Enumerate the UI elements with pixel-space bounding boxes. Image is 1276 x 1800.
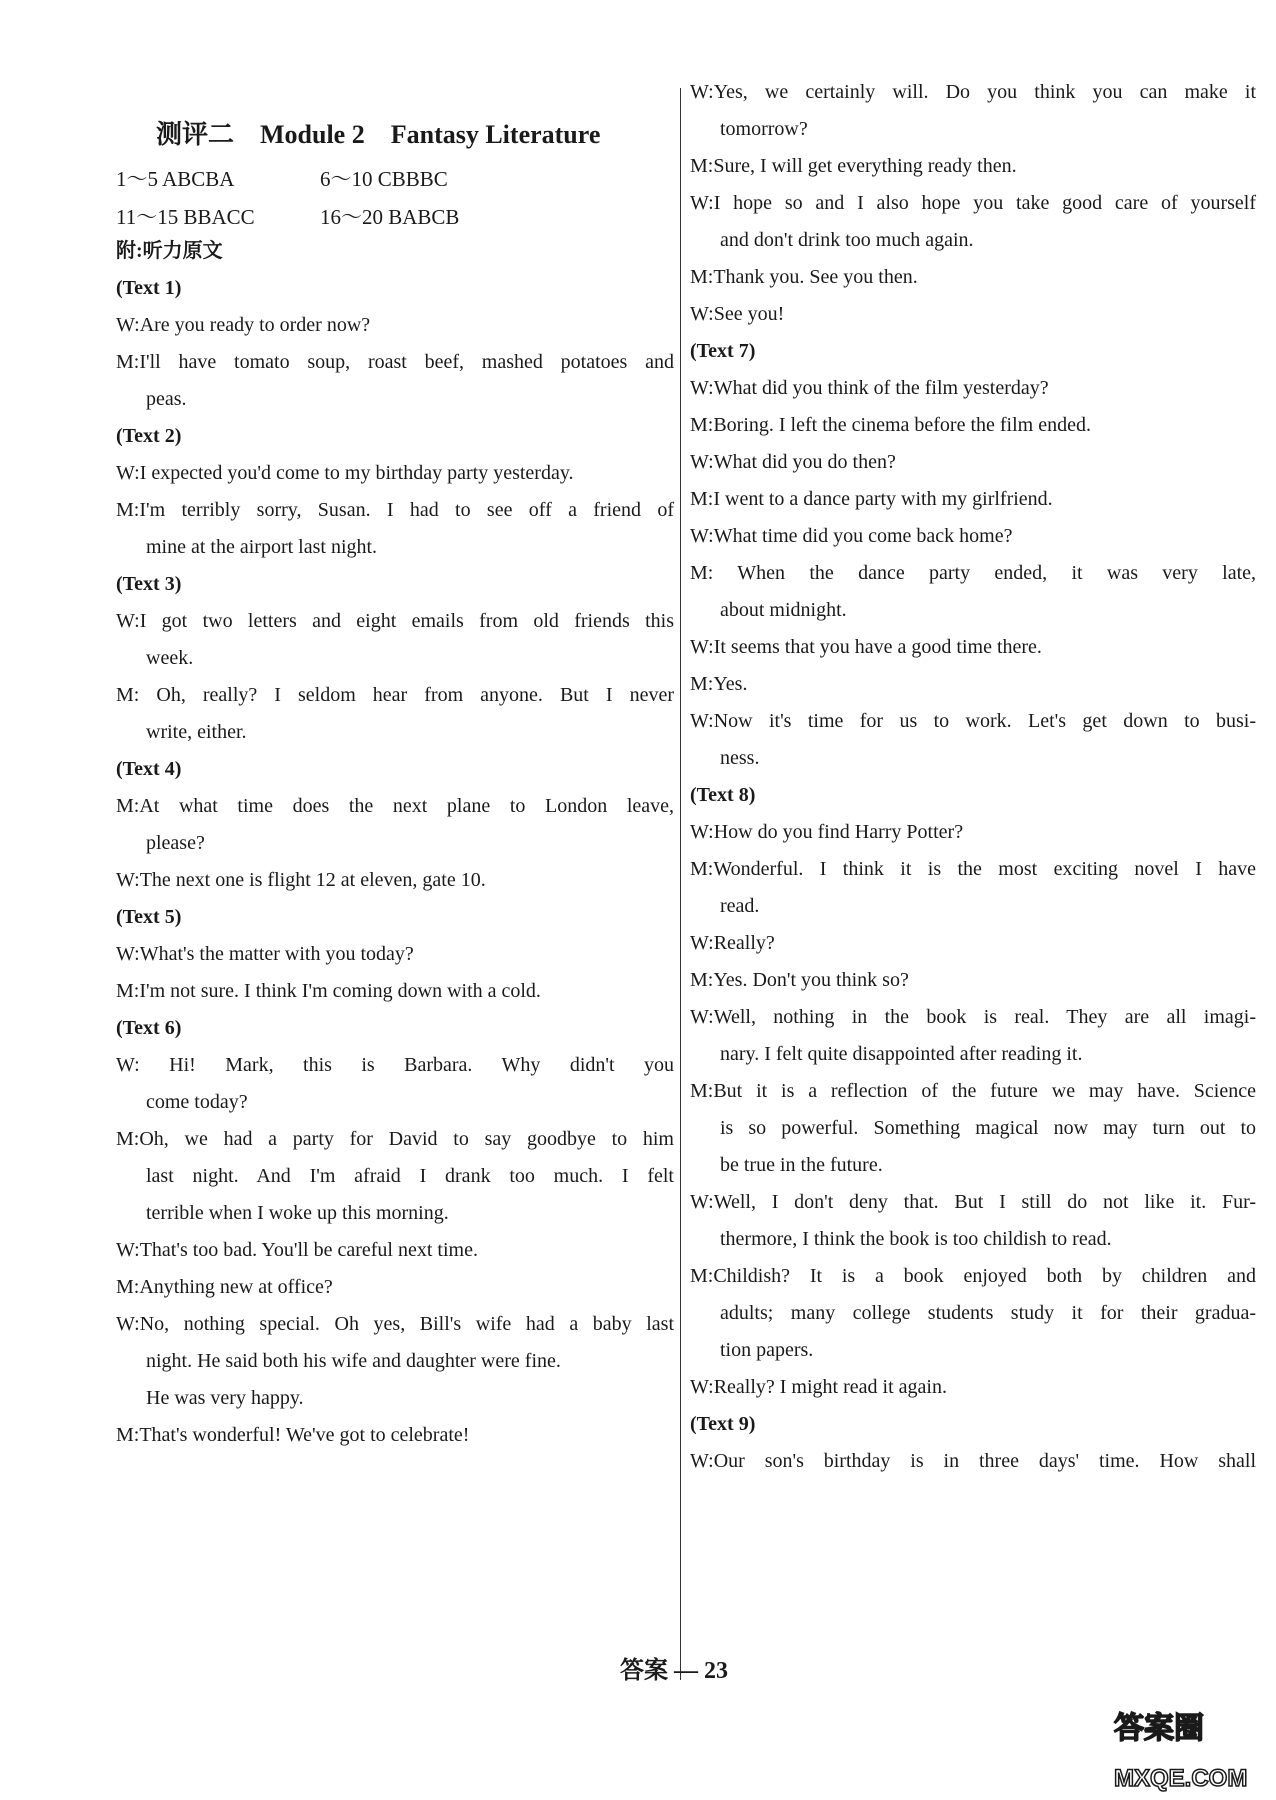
transcript-line: W:I expected you'd come to my birthday party yesterday. <box>116 462 574 484</box>
transcript-line: be true in the future. <box>720 1154 883 1176</box>
transcript-line: week. <box>146 647 194 669</box>
answer-group-1 <box>116 163 234 193</box>
transcript-line: M:Boring. I left the cinema before the film ended. <box>690 414 1091 436</box>
transcript-line: please? <box>146 832 205 854</box>
transcript-line: W:What's the matter with you today? <box>116 943 414 965</box>
transcript-line: terrible when I woke up this morning. <box>146 1202 449 1224</box>
transcript-line: W:Yes, we certainly will. Do you think you can make it <box>690 81 1256 103</box>
transcript-line: write, either. <box>146 721 247 743</box>
transcript-line: W:No, nothing special. Oh yes, Bill's wife had a baby last <box>116 1313 674 1335</box>
section-heading: (Text 7) <box>690 340 756 362</box>
transcript-line: M:Yes. <box>690 673 748 695</box>
transcript-line: mine at the airport last night. <box>146 536 378 558</box>
section-heading: (Text 2) <box>116 425 182 447</box>
answer-range: 11～15 <box>116 205 179 229</box>
transcript-line: night. He said both his wife and daughter were fine. <box>146 1350 561 1372</box>
transcript-line: tomorrow? <box>720 118 808 140</box>
answer-group-2 <box>320 163 448 193</box>
transcript-line: W:I got two letters and eight emails from old friends this <box>116 610 674 632</box>
transcript-line: and don't drink too much again. <box>720 229 974 251</box>
transcript-line: W:Our son's birthday is in three days' time. How shall <box>690 1450 1256 1472</box>
transcript-line: tion papers. <box>720 1339 814 1361</box>
section-heading: (Text 8) <box>690 784 756 806</box>
watermark-bottom: MXQE.COM <box>1114 1765 1248 1792</box>
transcript-line: W:Well, nothing in the book is real. They are all imagi- <box>690 1006 1256 1028</box>
transcript-line: M:Childish? It is a book enjoyed both by children and <box>690 1265 1256 1287</box>
transcript-line: last night. And I'm afraid I drank too much. I felt <box>146 1165 674 1187</box>
transcript-line: M:Anything new at office? <box>116 1276 333 1298</box>
transcript-line: W:Now it's time for us to work. Let's get down to busi- <box>690 710 1256 732</box>
transcript-line: He was very happy. <box>146 1387 304 1409</box>
answer-range: 16～20 <box>320 205 383 229</box>
transcript-line: M:Oh, we had a party for David to say goodbye to him <box>116 1128 674 1150</box>
transcript-line: M:Yes. Don't you think so? <box>690 969 909 991</box>
transcript-line: W:What did you do then? <box>690 451 896 473</box>
section-heading: (Text 3) <box>116 573 182 595</box>
section-heading: (Text 6) <box>116 1017 182 1039</box>
transcript-line: nary. I felt quite disappointed after reading it. <box>720 1043 1083 1065</box>
watermark-logo <box>1106 1696 1276 1800</box>
page-footer: 答案 — 23 <box>620 1658 728 1684</box>
transcript-line: about midnight. <box>720 599 847 621</box>
transcript-line: W:Really? <box>690 932 775 954</box>
transcript-line: M: When the dance party ended, it was very late, <box>690 562 1256 584</box>
page-title: 测评二 Module 2 Fantasy Literature <box>156 120 601 149</box>
transcript-line: W:The next one is flight 12 at eleven, gate 10. <box>116 869 486 891</box>
answer-letters: ABCBA <box>162 167 235 191</box>
transcript-line: M: Oh, really? I seldom hear from anyone. But I never <box>116 684 674 706</box>
transcript-line: peas. <box>146 388 187 410</box>
transcript-line: W:It seems that you have a good time there. <box>690 636 1042 658</box>
transcript-line: M:That's wonderful! We've got to celebrate! <box>116 1424 470 1446</box>
answer-letters: BBACC <box>183 205 255 229</box>
answer-letters: CBBBC <box>377 167 448 191</box>
transcript-line: W:What time did you come back home? <box>690 525 1013 547</box>
transcript-line: M:But it is a reflection of the future we may have. Science <box>690 1080 1256 1102</box>
transcript-line: W:How do you find Harry Potter? <box>690 821 964 843</box>
answer-range: 6～10 <box>320 167 373 191</box>
answer-range: 1～5 <box>116 167 158 191</box>
transcript-line: W:Really? I might read it again. <box>690 1376 947 1398</box>
answer-letters: BABCB <box>388 205 460 229</box>
transcript-line: M:Thank you. See you then. <box>690 266 918 288</box>
transcript-line: M:Wonderful. I think it is the most exciting novel I have <box>690 858 1256 880</box>
transcript-line: W:Are you ready to order now? <box>116 314 371 336</box>
transcript-line: W:I hope so and I also hope you take good care of yourself <box>690 192 1256 214</box>
appendix-heading: 附:听力原文 <box>116 240 223 262</box>
section-heading: (Text 1) <box>116 277 182 299</box>
transcript-line: M:I'm not sure. I think I'm coming down with a cold. <box>116 980 541 1002</box>
transcript-line: thermore, I think the book is too childish to read. <box>720 1228 1112 1250</box>
transcript-line: ness. <box>720 747 760 769</box>
watermark-top: 答案圈 <box>1114 1712 1204 1745</box>
transcript-line: M:Sure, I will get everything ready then. <box>690 155 1017 177</box>
answer-group-3 <box>116 201 255 231</box>
transcript-line: W:Well, I don't deny that. But I still do not like it. Fur- <box>690 1191 1256 1213</box>
section-heading: (Text 9) <box>690 1413 756 1435</box>
transcript-line: M:At what time does the next plane to London leave, <box>116 795 674 817</box>
transcript-line: M:I'm terribly sorry, Susan. I had to see off a friend of <box>116 499 674 521</box>
transcript-line: M:I'll have tomato soup, roast beef, mashed potatoes and <box>116 351 674 373</box>
transcript-line: come today? <box>146 1091 248 1113</box>
section-heading: (Text 4) <box>116 758 182 780</box>
transcript-line: W:What did you think of the film yesterday? <box>690 377 1049 399</box>
transcript-line: adults; many college students study it for their gradua- <box>720 1302 1256 1324</box>
transcript-line: W:See you! <box>690 303 785 325</box>
section-heading: (Text 5) <box>116 906 182 928</box>
transcript-line: read. <box>720 895 760 917</box>
transcript-line: M:I went to a dance party with my girlfriend. <box>690 488 1053 510</box>
transcript-line: is so powerful. Something magical now may turn out to <box>720 1117 1256 1139</box>
answer-group-4 <box>320 201 459 231</box>
transcript-line: W: Hi! Mark, this is Barbara. Why didn't you <box>116 1054 674 1076</box>
transcript-line: W:That's too bad. You'll be careful next time. <box>116 1239 478 1261</box>
column-divider <box>680 88 681 1680</box>
